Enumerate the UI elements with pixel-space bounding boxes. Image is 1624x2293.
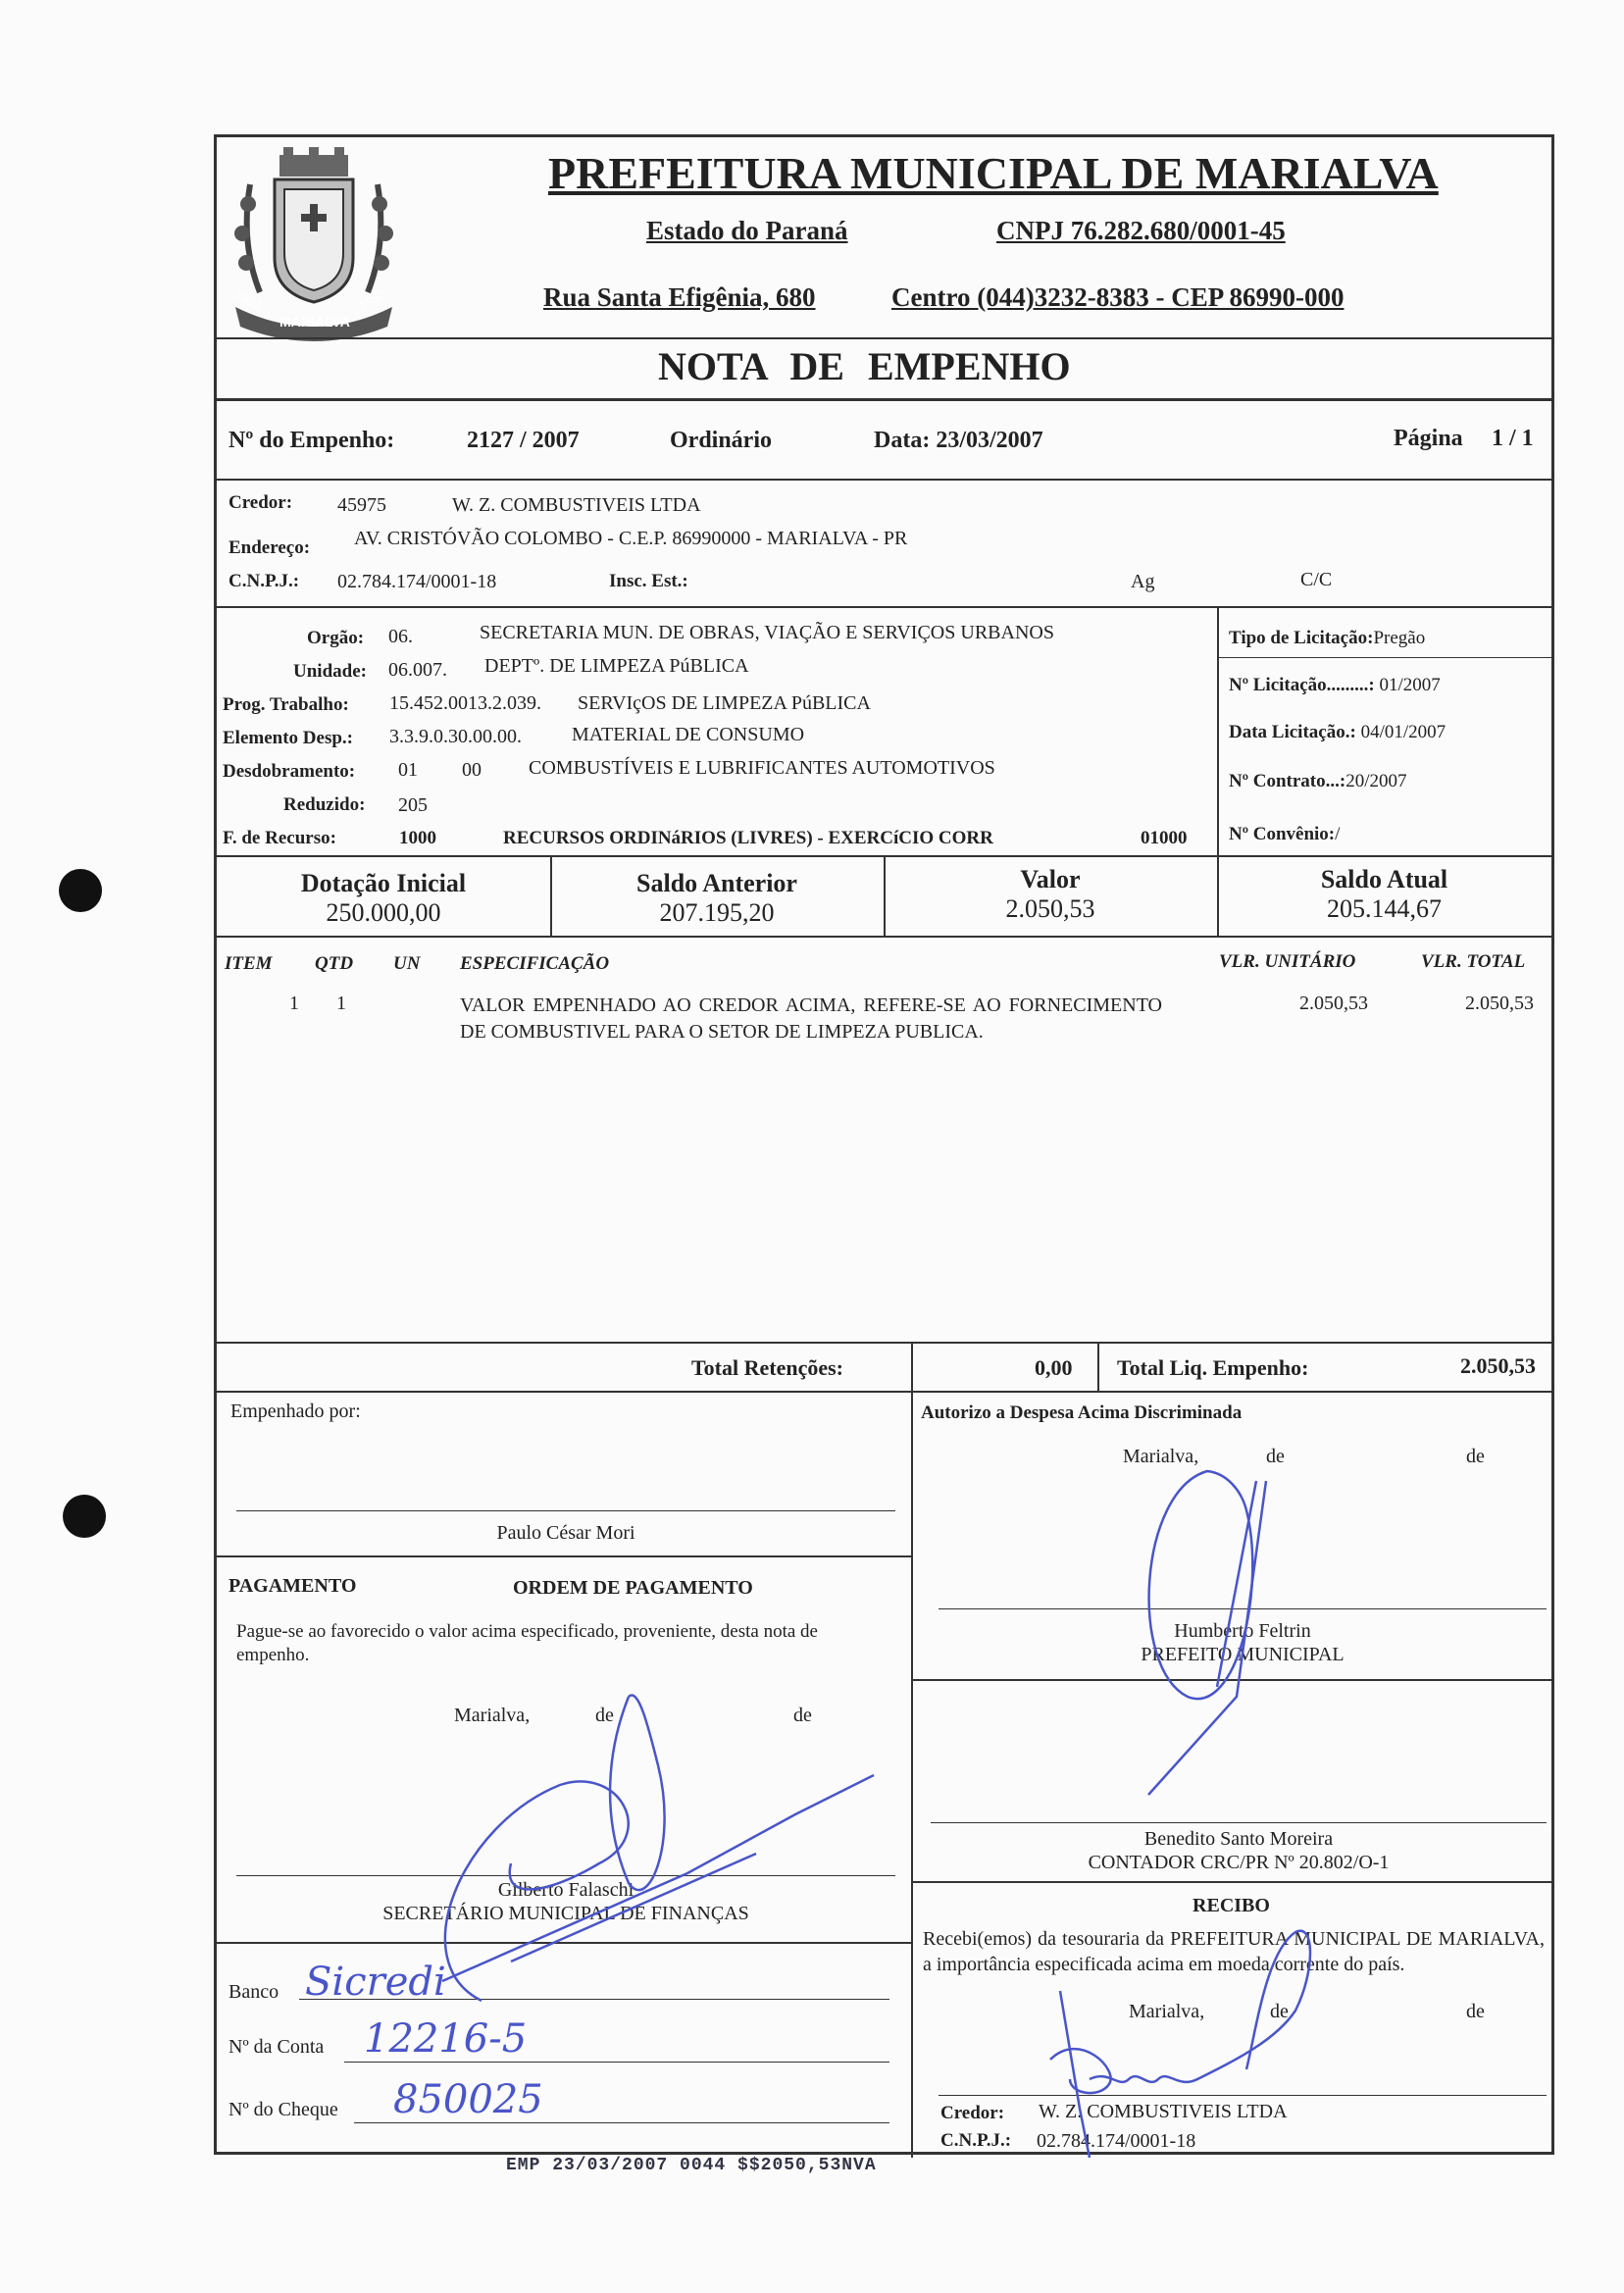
autorizo-label: Autorizo a Despesa Acima Discriminada — [921, 1402, 1243, 1423]
fonte-recurso-name: RECURSOS ORDINáRIOS (LIVRES) - EXERCíCIO CORR — [503, 828, 993, 848]
numero-licitacao — [1229, 675, 1441, 696]
dotacao-inicial-cell — [217, 869, 550, 928]
recibo-de-2: de — [1466, 2001, 1485, 2022]
elemento-code: 3.3.9.0.30.00.00. — [389, 726, 522, 747]
total-retencoes-value: 0,00 — [1035, 1355, 1073, 1380]
desdobramento-code-2: 00 — [462, 759, 482, 781]
desdobramento-label: Desdobramento: — [223, 761, 356, 782]
address-field-label: Endereço: — [228, 537, 311, 558]
secretario-signature — [364, 1667, 913, 2020]
col-header-vlr-total: VLR. TOTAL — [1421, 951, 1526, 972]
prefeito-name: Humberto Feltrin — [1174, 1620, 1311, 1642]
saldo-atual-cell — [1217, 865, 1551, 924]
credor-cnpj: 02.784.174/0001-18 — [337, 571, 497, 592]
punch-hole-top — [59, 869, 102, 912]
municipal-crest-icon — [221, 145, 407, 341]
col-header-item: ITEM — [225, 953, 273, 974]
fonte-recurso-label: F. de Recurso: — [223, 828, 336, 848]
banco-label: Banco — [228, 1981, 279, 2003]
saldo-atual-value: 205.144,67 — [1327, 894, 1442, 923]
dotacao-inicial-value: 250.000,00 — [326, 898, 441, 927]
credor-cnpj-label: C.N.P.J.: — [228, 571, 300, 591]
banco-value: Sicredi — [305, 1960, 446, 2005]
crest-year-left: 1951 — [232, 285, 265, 314]
numero-licitacao-value: 01/2007 — [1379, 675, 1441, 695]
recibo-text: Recebi(emos) da tesouraria da PREFEITURA MUNICIPAL DE MARIALVA, a importância especificada acima em moeda corrente do país. — [923, 1928, 1545, 1975]
numero-convenio — [1229, 824, 1340, 845]
fonte-recurso-code-2: 01000 — [1141, 828, 1188, 848]
elemento-label: Elemento Desp.: — [223, 728, 353, 748]
contador-name: Benedito Santo Moreira — [1143, 1828, 1334, 1850]
orgao-name: SECRETARIA MUN. DE OBRAS, VIAÇÃO E SERVIÇOS URBANOS — [480, 622, 1054, 643]
prog-trabalho-name: SERVIçOS DE LIMPEZA PúBLICA — [578, 692, 871, 714]
saldo-atual-label: Saldo Atual — [1320, 865, 1448, 893]
insc-est-label: Insc. Est.: — [609, 571, 688, 591]
credor-signature — [1021, 1912, 1354, 2167]
desdobramento-name: COMBUSTÍVEIS E LUBRIFICANTES AUTOMOTIVOS — [529, 757, 995, 779]
autorizo-de-2: de — [1466, 1446, 1485, 1467]
prefeito-signature — [1119, 1452, 1354, 1805]
col-header-vlr-unitario: VLR. UNITÁRIO — [1219, 951, 1356, 972]
recibo-title: RECIBO — [1193, 1895, 1270, 1916]
cc-label: C/C — [1300, 569, 1333, 590]
tipo-licitacao-label: Tipo de Licitação: — [1229, 628, 1374, 648]
valor-label: Valor — [1020, 865, 1081, 893]
saldo-anterior-label: Saldo Anterior — [636, 869, 797, 897]
recibo-cnpj-label: C.N.P.J.: — [940, 2130, 1012, 2151]
col-header-especificacao: ESPECIFICAÇÃO — [460, 953, 610, 974]
crest-year-right: 1952 — [356, 285, 388, 314]
state-label: Estado do Paraná — [646, 216, 848, 245]
reduzido-label: Reduzido: — [283, 794, 366, 815]
desdobramento-code-1: 01 — [398, 759, 418, 781]
recibo-cnpj-value: 02.784.174/0001-18 — [1037, 2130, 1196, 2152]
unidade-label: Unidade: — [293, 661, 367, 682]
orgao-code: 06. — [388, 626, 413, 647]
saldo-anterior-cell — [550, 869, 884, 928]
municipality-title: PREFEITURA MUNICIPAL DE MARIALVA — [548, 148, 1439, 198]
fonte-recurso-code: 1000 — [399, 828, 436, 848]
unidade-code: 06.007. — [388, 659, 447, 681]
pagamento-de-1: de — [595, 1705, 614, 1726]
data-licitacao — [1229, 722, 1446, 743]
credor-name: W. Z. COMBUSTIVEIS LTDA — [452, 494, 701, 516]
total-liq-empenho-label: Total Liq. Empenho: — [1117, 1355, 1309, 1380]
secretario-name: Gilberto Falaschi — [497, 1879, 634, 1901]
nota-de-empenho-form — [214, 134, 1554, 2155]
punch-hole-bottom — [63, 1495, 106, 1538]
data-licitacao-label: Data Licitação.: — [1229, 722, 1356, 742]
prog-trabalho-code: 15.452.0013.2.039. — [389, 692, 541, 714]
ordem-pagamento-label: ORDEM DE PAGAMENTO — [513, 1577, 753, 1599]
pagamento-place: Marialva, — [454, 1705, 531, 1726]
ag-label: Ag — [1131, 571, 1155, 592]
item-vlr-total: 2.050,53 — [1465, 993, 1534, 1014]
contador-title: CONTADOR CRC/PR Nº 20.802/O-1 — [1088, 1852, 1390, 1873]
recibo-credor-value: W. Z. COMBUSTIVEIS LTDA — [1039, 2101, 1288, 2122]
col-header-un: UN — [393, 953, 421, 974]
recibo-de-1: de — [1270, 2001, 1289, 2022]
total-retencoes-label: Total Retenções: — [691, 1355, 843, 1380]
page-label: Página — [1394, 426, 1463, 451]
unidade-name: DEPTº. DE LIMPEZA PúBLICA — [484, 655, 749, 677]
cheque-value: 850025 — [393, 2077, 543, 2122]
secretario-title: SECRETÁRIO MUNICIPAL DE FINANÇAS — [382, 1903, 749, 1924]
recibo-credor-label: Credor: — [940, 2103, 1005, 2123]
crest-banner-text: MARIALVA — [279, 314, 350, 330]
machine-stamp: EMP 23/03/2007 0044 $$2050,53NVA — [506, 2156, 877, 2175]
credor-label: Credor: — [228, 492, 293, 513]
pagamento-label: PAGAMENTO — [228, 1575, 357, 1597]
tipo-licitacao-value: Pregão — [1373, 628, 1426, 648]
reduzido-value: 205 — [398, 794, 428, 816]
numero-licitacao-label: Nº Licitação.........: — [1229, 675, 1375, 695]
total-liq-empenho-value: 2.050,53 — [1460, 1353, 1536, 1378]
pagamento-de-2: de — [793, 1705, 812, 1726]
numero-contrato — [1229, 771, 1406, 792]
empenhado-por-label: Empenhado por: — [230, 1401, 361, 1422]
data-licitacao-value: 04/01/2007 — [1360, 722, 1446, 742]
cnpj-label: CNPJ 76.282.680/0001-45 — [996, 216, 1286, 245]
valor-value: 2.050,53 — [1005, 894, 1095, 923]
conta-value: 12216-5 — [364, 2016, 528, 2062]
saldo-anterior-value: 207.195,20 — [659, 898, 775, 927]
valor-cell — [884, 865, 1217, 924]
numero-contrato-label: Nº Contrato...: — [1229, 771, 1346, 791]
numero-contrato-value: 20/2007 — [1345, 771, 1407, 791]
empenho-number-value: 2127 / 2007 — [467, 428, 580, 453]
conta-label: Nº da Conta — [228, 2036, 325, 2058]
pagamento-text: Pague-se ao favorecido o valor acima especificado, proveniente, desta nota de empenho. — [236, 1621, 818, 1665]
document-title: NOTA DE EMPENHO — [658, 344, 1071, 388]
col-header-qtd: QTD — [315, 953, 354, 974]
orgao-label: Orgão: — [307, 628, 365, 648]
empenho-date: Data: 23/03/2007 — [874, 428, 1043, 453]
tipo-licitacao — [1229, 628, 1425, 649]
cheque-label: Nº do Cheque — [228, 2099, 338, 2120]
numero-convenio-label: Nº Convênio: — [1229, 824, 1336, 844]
page-value: 1 / 1 — [1492, 426, 1534, 451]
credor-address: AV. CRISTÓVÃO COLOMBO - C.E.P. 86990000 - MARIALVA - PR — [354, 528, 908, 549]
item-qtd: 1 — [336, 993, 346, 1014]
autorizo-place: Marialva, — [1123, 1446, 1199, 1467]
prog-trabalho-label: Prog. Trabalho: — [223, 694, 349, 715]
item-number: 1 — [289, 993, 299, 1014]
address-rest-label: Centro (044)3232-8383 - CEP 86990-000 — [891, 282, 1345, 312]
empenhado-por-name: Paulo César Mori — [496, 1522, 635, 1544]
address-label: Rua Santa Efigênia, 680 — [543, 282, 816, 312]
item-especificacao: VALOR EMPENHADO AO CREDOR ACIMA, REFERE-SE AO FORNECIMENTO DE COMBUSTIVEL PARA O SETOR DE LIMPEZA PUBLICA. — [460, 994, 1162, 1043]
empenho-number-label: Nº do Empenho: — [228, 428, 395, 453]
empenho-type: Ordinário — [670, 428, 773, 453]
recibo-place: Marialva, — [1129, 2001, 1205, 2022]
elemento-name: MATERIAL DE CONSUMO — [572, 724, 805, 745]
numero-convenio-value: / — [1335, 824, 1341, 844]
credor-code: 45975 — [337, 494, 386, 516]
autorizo-de-1: de — [1266, 1446, 1285, 1467]
dotacao-inicial-label: Dotação Inicial — [300, 869, 467, 897]
prefeito-title: PREFEITO MUNICIPAL — [1141, 1644, 1345, 1665]
item-vlr-unitario: 2.050,53 — [1299, 993, 1368, 1014]
